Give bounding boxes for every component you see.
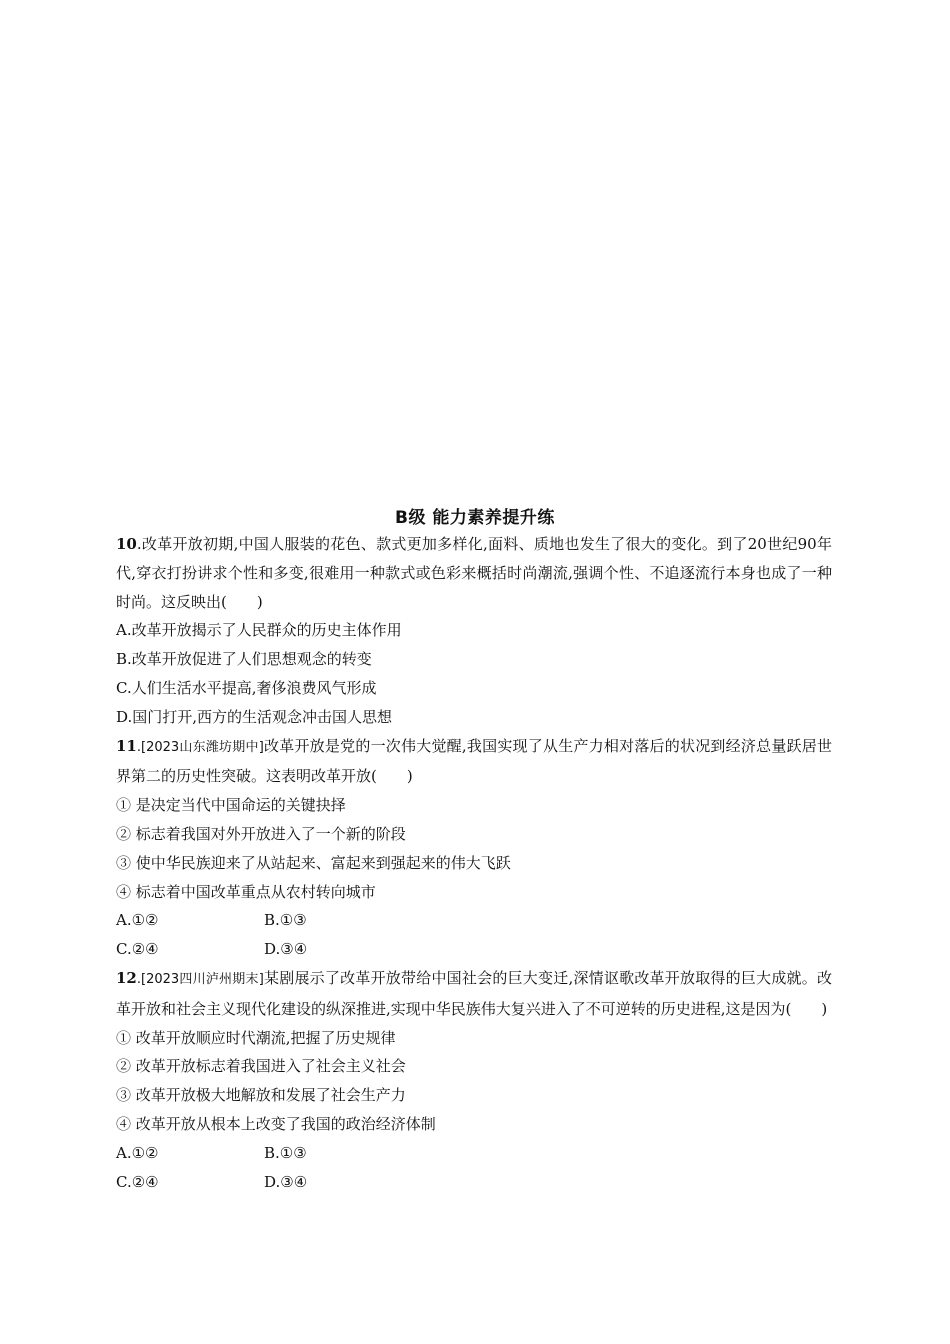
option-d: D.国门打开,西方的生活观念冲击国人思想	[116, 707, 393, 726]
option-a: A.改革开放揭示了人民群众的历史主体作用	[116, 621, 402, 640]
option-a: A.①②	[116, 911, 159, 930]
option-b: B.①③	[264, 1143, 307, 1162]
option-d: D.③④	[264, 1172, 308, 1191]
statement-1: ① 改革开放顺应时代潮流,把握了历史规律	[116, 1028, 396, 1047]
question-text: 某剧展示了改革开放带给中国社会的巨大变迁,深情讴歌改革开放取得的巨大成就。改革开放和社会主义现代化建设的纵深推进,实现中华民族伟大复兴进入了不可逆转的历史进程,这是因为( )	[116, 968, 832, 1018]
statement-1: ① 是决定当代中国命运的关键抉择	[116, 796, 346, 815]
option-a: A.①②	[116, 1143, 159, 1162]
option-row	[116, 1139, 832, 1168]
question-stem	[116, 964, 832, 1024]
question-list	[116, 530, 832, 1196]
question-number: 12	[116, 968, 137, 987]
option-row	[116, 906, 832, 935]
statement-2: ② 标志着我国对外开放进入了一个新的阶段	[116, 824, 406, 843]
question-source: .[2023四川泸州期末]	[136, 971, 264, 987]
option-row	[116, 1168, 832, 1197]
option-b: B.①③	[264, 911, 307, 930]
statement-4: ④ 标志着中国改革重点从农村转向城市	[116, 882, 376, 901]
question-number: 11	[116, 736, 137, 755]
option-b: B.改革开放促进了人们思想观念的转变	[116, 650, 372, 669]
statement-2: ② 改革开放标志着我国进入了社会主义社会	[116, 1057, 406, 1076]
question-11	[116, 732, 832, 964]
question-stem	[116, 732, 832, 792]
statement-3: ③ 改革开放极大地解放和发展了社会生产力	[116, 1086, 406, 1105]
question-stem	[116, 530, 832, 616]
question-source: .[2023山东潍坊期中]	[136, 739, 264, 755]
option-d: D.③④	[264, 940, 308, 959]
question-10	[116, 530, 832, 732]
option-row	[116, 935, 832, 964]
option-c: C.②④	[116, 1172, 159, 1191]
question-12	[116, 964, 832, 1196]
question-text: 改革开放是党的一次伟大觉醒,我国实现了从生产力相对落后的状况到经济总量跃居世界第二的历史性突破。这表明改革开放( )	[116, 736, 832, 786]
option-c: C.②④	[116, 940, 159, 959]
question-text: .改革开放初期,中国人服装的花色、款式更加多样化,面料、质地也发生了很大的变化。到了20世纪90年代,穿衣打扮讲求个性和多变,很难用一种款式或色彩来概括时尚潮流,强调个性、不追逐流行本身也成了一种时尚。这反映出( )	[116, 535, 832, 611]
option-c: C.人们生活水平提高,奢侈浪费风气形成	[116, 678, 377, 697]
question-number: 10	[116, 535, 137, 553]
statement-4: ④ 改革开放从根本上改变了我国的政治经济体制	[116, 1114, 436, 1133]
section-title: B级 能力素养提升练	[395, 508, 555, 528]
statement-3: ③ 使中华民族迎来了从站起来、富起来到强起来的伟大飞跃	[116, 853, 511, 872]
